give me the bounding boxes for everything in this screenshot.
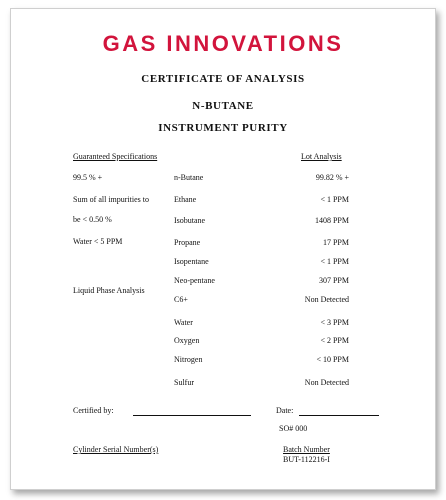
certified-by-signature-line: [133, 415, 251, 416]
cylinder-serial-label: Cylinder Serial Number(s): [73, 445, 159, 454]
certificate-page: [10, 8, 436, 490]
certified-by-label: Certified by:: [73, 406, 114, 415]
component-label: Propane: [174, 238, 201, 247]
product-name: N-BUTANE: [192, 100, 254, 112]
date-label: Date:: [276, 406, 294, 415]
document-title: CERTIFICATE OF ANALYSIS: [141, 73, 305, 85]
component-label: Neo-pentane: [174, 276, 215, 285]
component-label: Oxygen: [174, 336, 200, 345]
spec-purity: 99.5 % +: [73, 173, 103, 182]
component-label: Water: [174, 318, 193, 327]
component-label: Nitrogen: [174, 355, 203, 364]
component-value: < 2 PPM: [320, 336, 349, 345]
component-value: < 10 PPM: [316, 355, 349, 364]
date-line: [299, 415, 379, 416]
component-label: Isobutane: [174, 216, 206, 225]
component-value: Non Detected: [304, 378, 349, 387]
sales-order-number: SO# 000: [279, 424, 308, 433]
component-value: < 3 PPM: [320, 318, 349, 327]
component-value: < 1 PPM: [320, 195, 349, 204]
component-label: Sulfur: [174, 378, 194, 387]
component-value: 17 PPM: [322, 238, 349, 247]
component-label: C6+: [174, 295, 188, 304]
component-value: 1408 PPM: [314, 216, 349, 225]
purity-grade: INSTRUMENT PURITY: [158, 122, 288, 134]
spec-water: Water < 5 PPM: [73, 237, 123, 246]
guaranteed-specs-header: Guaranteed Specifications: [73, 152, 158, 161]
component-label: Ethane: [174, 195, 197, 204]
component-value: < 1 PPM: [320, 257, 349, 266]
component-value: Non Detected: [304, 295, 349, 304]
component-label: n-Butane: [174, 173, 204, 182]
component-value: 307 PPM: [318, 276, 349, 285]
batch-number-label: Batch Number: [283, 445, 330, 454]
spec-impurities-line1: Sum of all impurities to: [73, 195, 149, 204]
component-value: 99.82 % +: [315, 173, 349, 182]
company-logo: GAS INNOVATIONS: [102, 31, 344, 56]
spec-impurities-line2: be < 0.50 %: [73, 215, 112, 224]
spec-liquid-phase: Liquid Phase Analysis: [73, 286, 145, 295]
component-label: Isopentane: [174, 257, 209, 266]
batch-number-value: BUT-112216-I: [283, 455, 330, 464]
lot-analysis-header: Lot Analysis: [301, 152, 342, 161]
